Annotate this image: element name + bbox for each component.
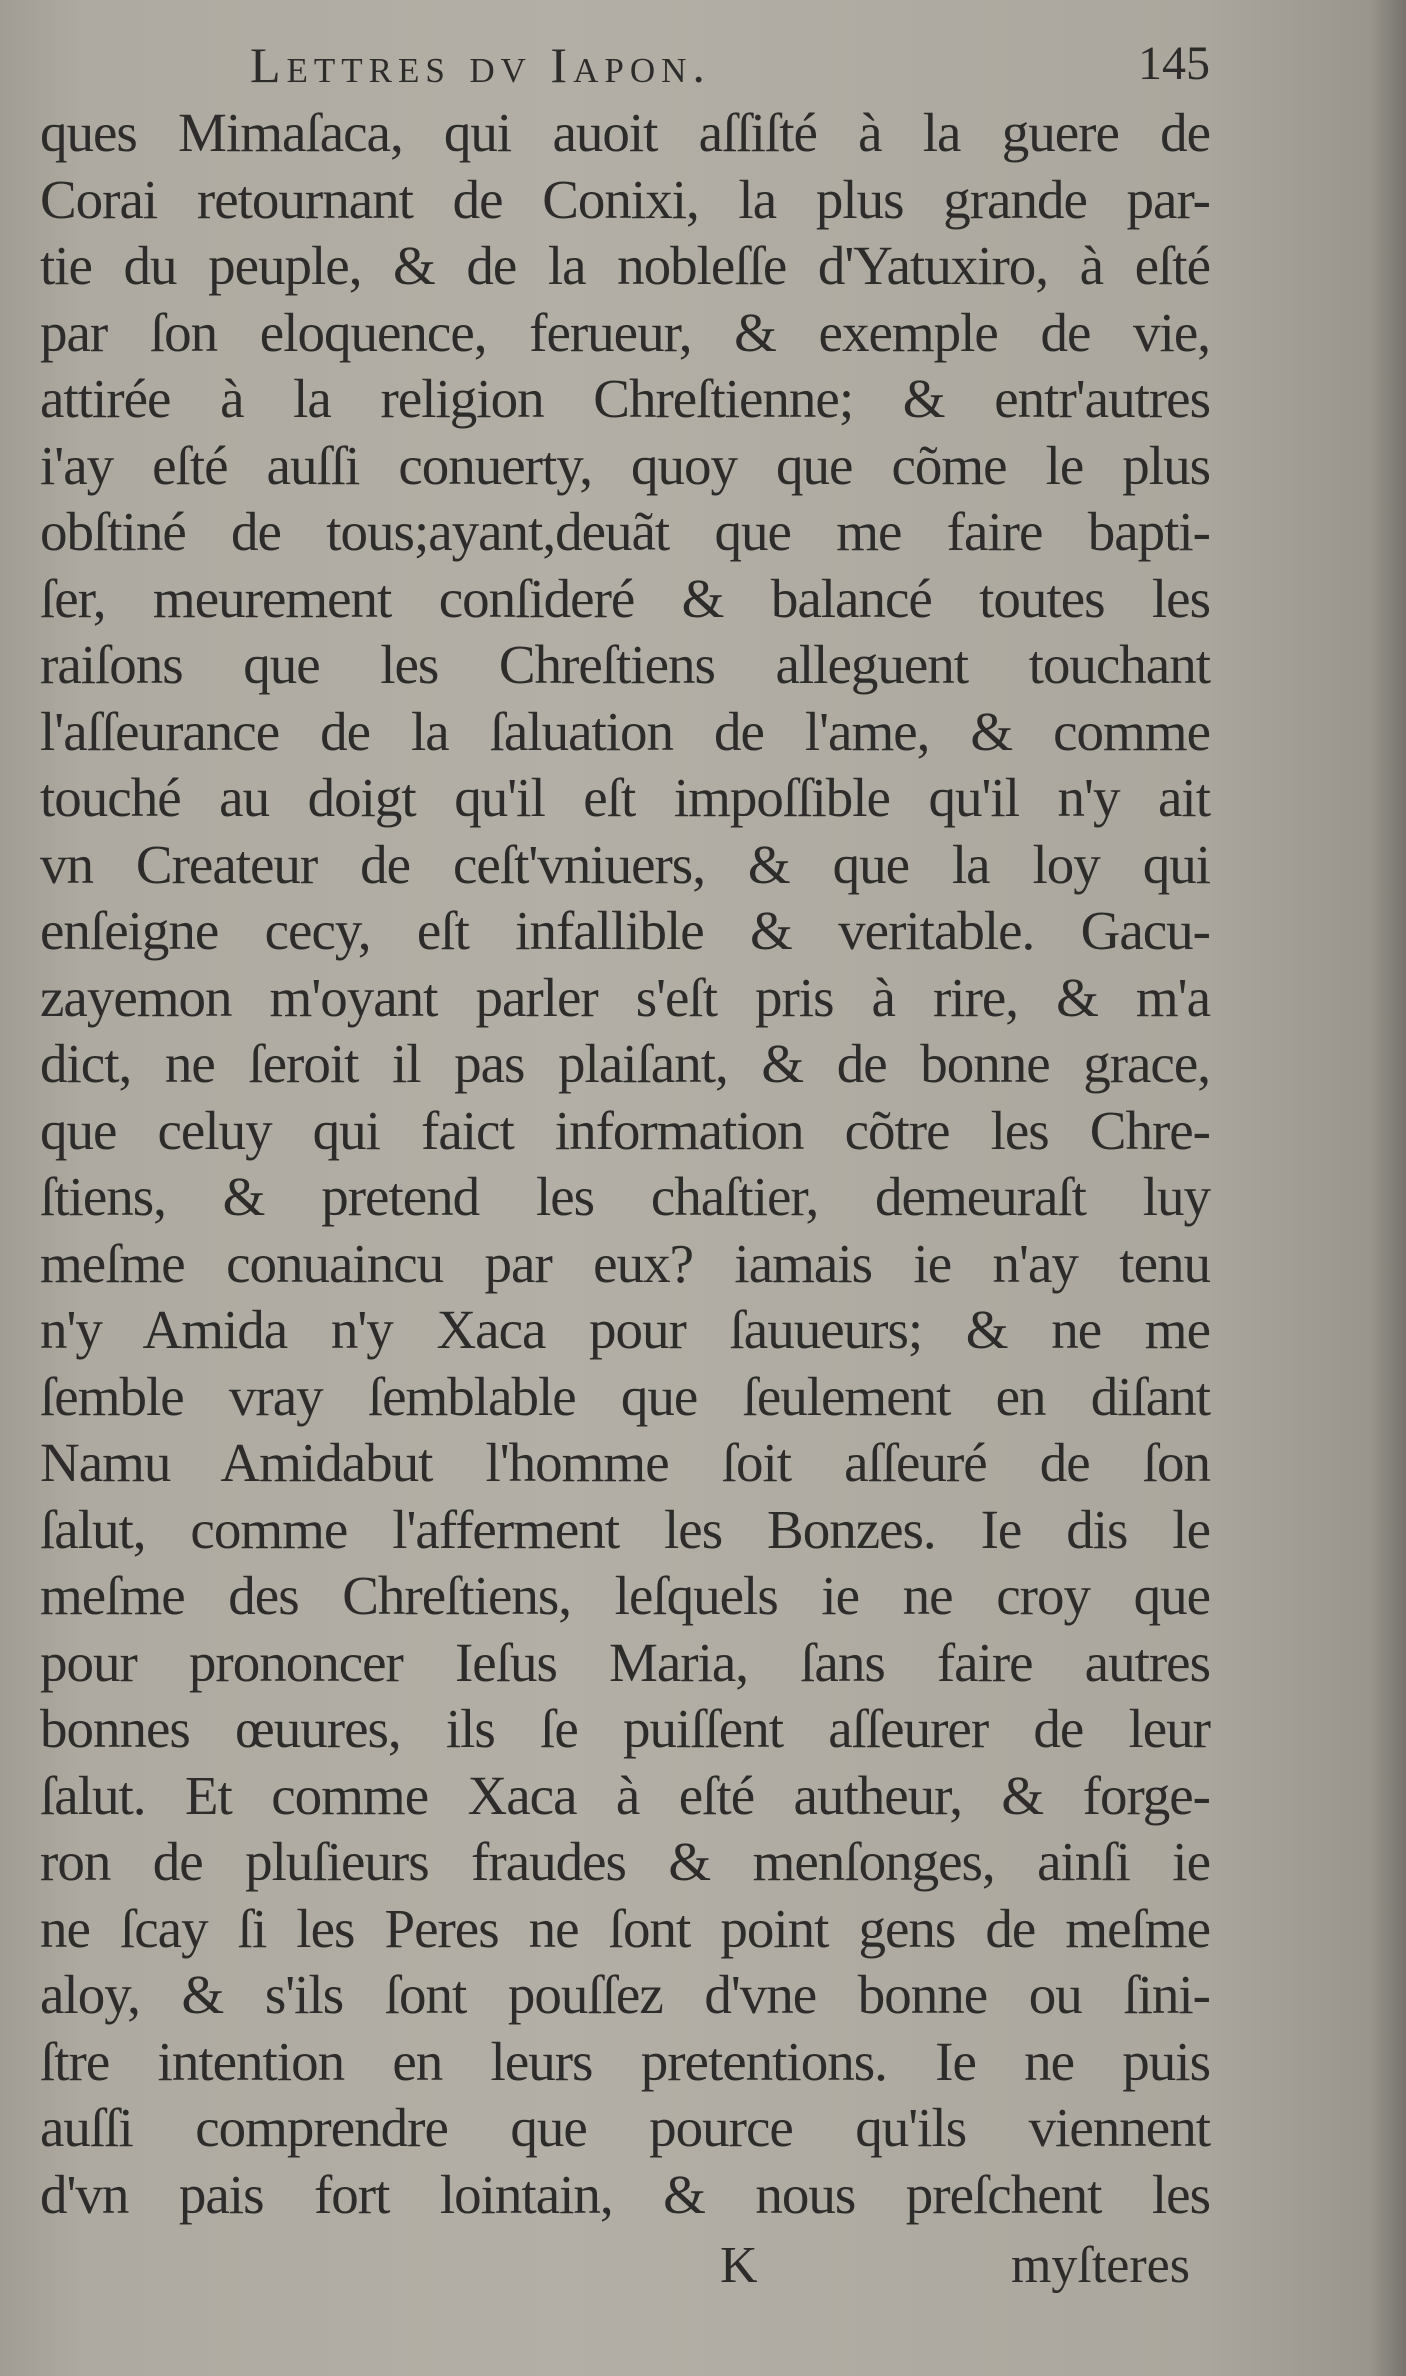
text-line: aloy, & s'ils ſont pouſſez d'vne bonne ou ſini-	[40, 1964, 1210, 2025]
text-line: par ſon eloquence, ferueur, & exemple de vie,	[40, 301, 1210, 363]
text-line: ques Mimaſaca, qui auoit aſſiſté à la guere de	[40, 102, 1210, 163]
catchword: myſteres	[1010, 2237, 1190, 2294]
text-line: ſtre intention en leurs pretentions. Ie ne puis	[40, 2030, 1210, 2092]
text-line: ron de pluſieurs fraudes & menſonges, ainſi ie	[40, 1831, 1210, 1892]
text-line: ſer, meurement conſideré & balancé toutes les	[40, 567, 1210, 629]
text-line: meſme conuaincu par eux? iamais ie n'ay tenu	[40, 1232, 1210, 1294]
text-line: attirée à la religion Chreſtienne; & entr'autres	[40, 368, 1210, 429]
text-line: n'y Amida n'y Xaca pour ſauueurs; & ne me	[40, 1299, 1210, 1360]
text-line: bonnes œuures, ils ſe puiſſent aſſeurer de leur	[40, 1698, 1210, 1759]
text-line: ne ſcay ſi les Peres ne ſont point gens de meſme	[40, 1897, 1210, 1959]
signature-mark: K	[720, 2237, 758, 2294]
body-text	[40, 100, 1210, 2228]
text-line: zayemon m'oyant parler s'eſt pris à rire, & m'a	[40, 966, 1210, 1028]
text-line: tie du peuple, & de la nobleſſe d'Yatuxiro, à eſté	[40, 235, 1210, 296]
running-title: Lettres dv Iapon.	[250, 37, 711, 93]
text-line: auſſi comprendre que pource qu'ils viennent	[40, 2097, 1210, 2158]
text-line: obſtiné de tous;ayant,deuãt que me faire bapti-	[40, 501, 1210, 562]
text-line: ſemble vray ſemblable que ſeulement en diſant	[40, 1365, 1210, 1427]
page-footer	[40, 2228, 1210, 2298]
page-number: 145	[1138, 37, 1210, 90]
text-line: ſalut. Et comme Xaca à eſté autheur, & forge-	[40, 1764, 1210, 1826]
text-line: vn Createur de ceſt'vniuers, & que la loy qui	[40, 833, 1210, 895]
text-line: d'vn pais fort lointain, & nous preſchent les	[40, 2163, 1210, 2225]
text-line: i'ay eſté auſſi conuerty, quoy que cõme le plus	[40, 434, 1210, 496]
text-line: Namu Amidabut l'homme ſoit aſſeuré de ſon	[40, 1432, 1210, 1493]
text-line: que celuy qui faict information cõtre les Chre-	[40, 1099, 1210, 1161]
text-line: l'aſſeurance de la ſaluation de l'ame, & comme	[40, 700, 1210, 762]
text-block	[40, 30, 1210, 2298]
text-line: pour prononcer Ieſus Maria, ſans faire autres	[40, 1631, 1210, 1693]
page-edge-shadow	[1370, 0, 1406, 2376]
text-line: dict, ne ſeroit il pas plaiſant, & de bonne grace,	[40, 1033, 1210, 1094]
text-line: raiſons que les Chreſtiens alleguent touchant	[40, 634, 1210, 695]
text-line: enſeigne cecy, eſt infallible & veritable. Gacu-	[40, 900, 1210, 961]
text-line: touché au doigt qu'il eſt impoſſible qu'il n'y ait	[40, 767, 1210, 828]
text-line: ſalut, comme l'afferment les Bonzes. Ie dis le	[40, 1498, 1210, 1560]
page-header	[40, 30, 1210, 100]
text-line: ſtiens, & pretend les chaſtier, demeuraſt luy	[40, 1166, 1210, 1227]
text-line: Corai retournant de Conixi, la plus grande par-	[40, 168, 1210, 230]
text-line: meſme des Chreſtiens, leſquels ie ne croy que	[40, 1565, 1210, 1626]
